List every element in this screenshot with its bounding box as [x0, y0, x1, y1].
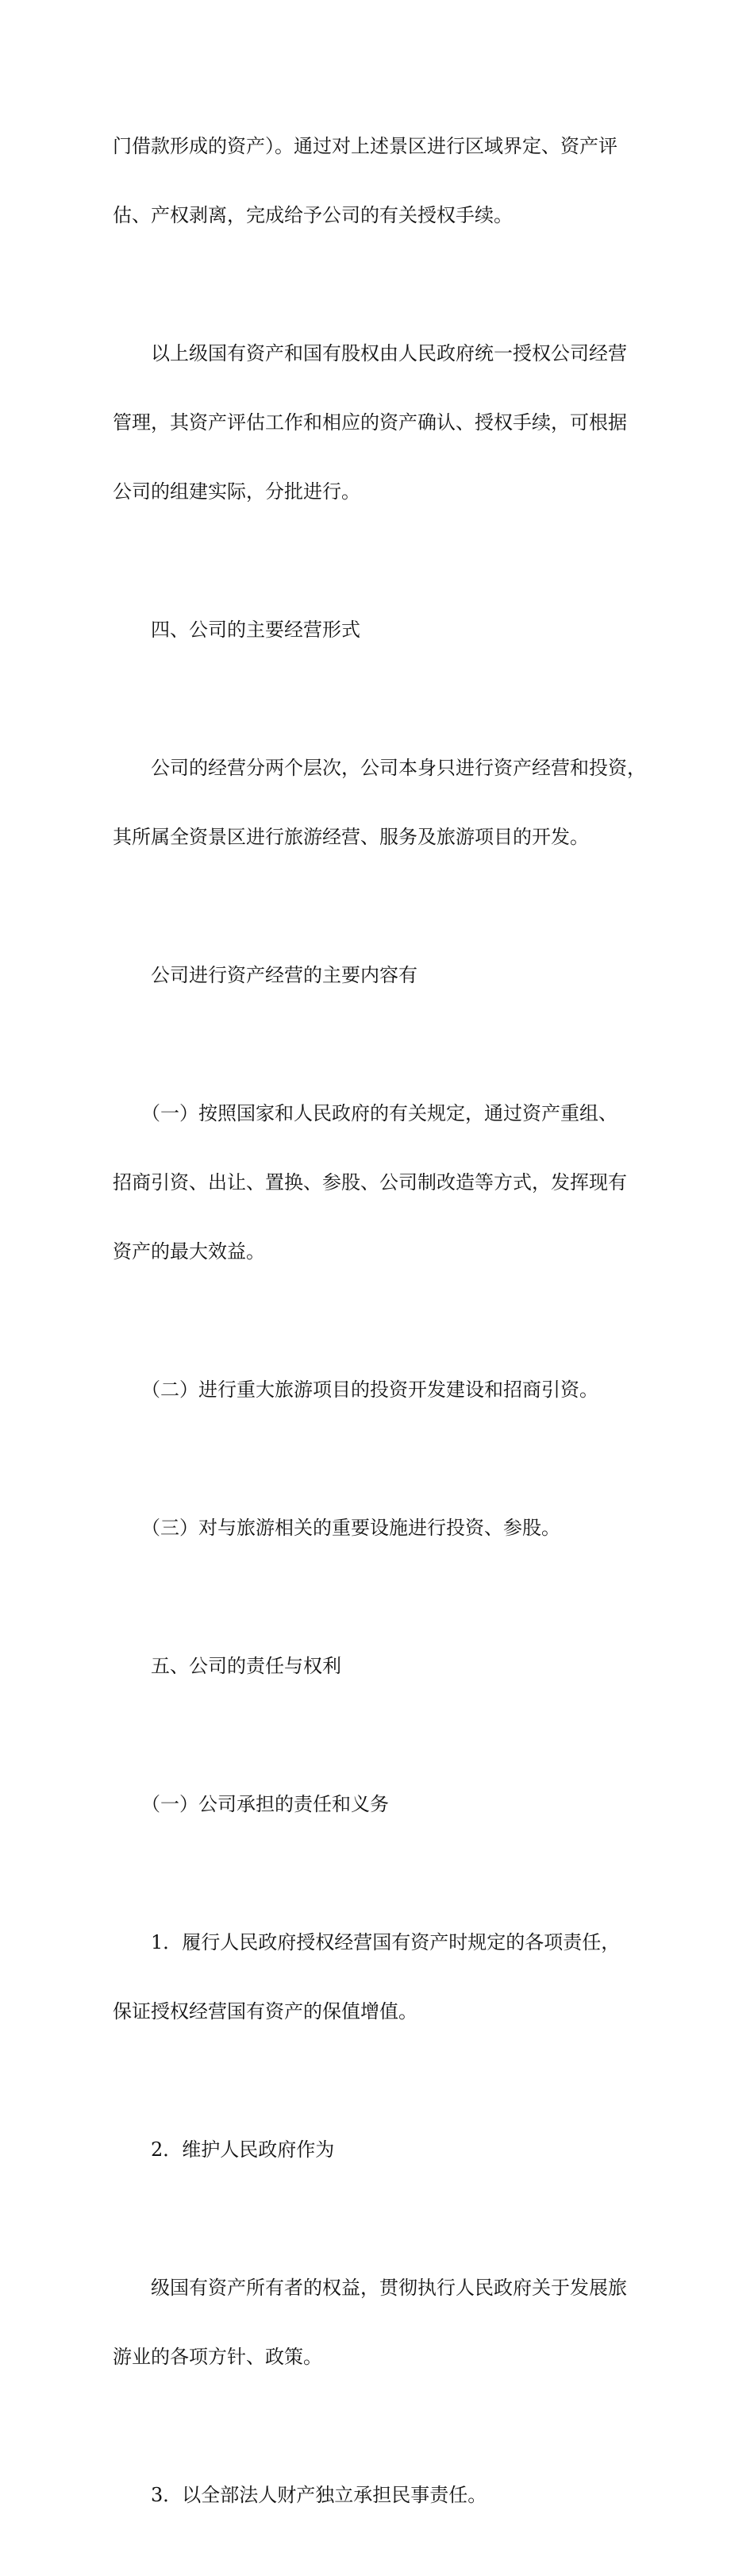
text-line: 级国有资产所有者的权益，贯彻执行人民政府关于发展旅 [113, 2277, 627, 2299]
text-line: 四、公司的主要经营形式 [113, 619, 360, 641]
text-line: 管理，其资产评估工作和相应的资产确认、授权手续，可根据 [113, 411, 627, 434]
text-line: 1．履行人民政府授权经营国有资产时规定的各项责任， [113, 1931, 621, 1953]
list-item [113, 1332, 652, 1448]
text-line: 公司的经营分两个层次，公司本身只进行资产经营和投资， [113, 757, 646, 779]
paragraph [113, 296, 652, 550]
paragraph [113, 89, 652, 273]
paragraph [113, 711, 652, 895]
text-line: 估、产权剥离，完成给予公司的有关授权手续。 [113, 204, 513, 226]
list-item [113, 2092, 652, 2208]
text-line: 资产的最大效益。 [113, 1240, 265, 1263]
text-line: 公司进行资产经营的主要内容有 [113, 964, 417, 986]
text-line: （二）进行重大旅游项目的投资开发建设和招商引资。 [113, 1379, 598, 1401]
paragraph [113, 2231, 652, 2415]
section-heading [113, 573, 652, 688]
text-line: 2．维护人民政府作为 [113, 2138, 335, 2161]
text-line: 门借款形成的资产）。通过对上述景区进行区域界定、资产评 [113, 135, 617, 157]
list-item [113, 2438, 652, 2553]
text-line: 3．以全部法人财产独立承担民事责任。 [113, 2484, 487, 2506]
list-item [113, 1056, 652, 1309]
text-line: 招商引资、出让、置换、参股、公司制改造等方式，发挥现有 [113, 1171, 627, 1194]
list-item [113, 1471, 652, 1586]
text-line: 五、公司的责任与权利 [113, 1655, 341, 1677]
section-heading [113, 1609, 652, 1724]
text-line: 其所属全资景区进行旅游经营、服务及旅游项目的开发。 [113, 826, 589, 848]
text-line: （一）按照国家和人民政府的有关规定，通过资产重组、 [113, 1102, 617, 1124]
subsection-heading [113, 1747, 652, 1862]
text-line: 公司的组建实际，分批进行。 [113, 480, 360, 503]
document-body [113, 89, 652, 2576]
text-line: 游业的各项方针、政策。 [113, 2346, 322, 2368]
text-line: （三）对与旅游相关的重要设施进行投资、参股。 [113, 1517, 560, 1539]
text-line: 保证授权经营国有资产的保值增值。 [113, 2000, 417, 2023]
text-line: 以上级国有资产和国有股权由人民政府统一授权公司经营 [113, 342, 627, 364]
text-line: （一）公司承担的责任和义务 [113, 1793, 389, 1815]
paragraph [113, 918, 652, 1033]
list-item [113, 1885, 652, 2069]
